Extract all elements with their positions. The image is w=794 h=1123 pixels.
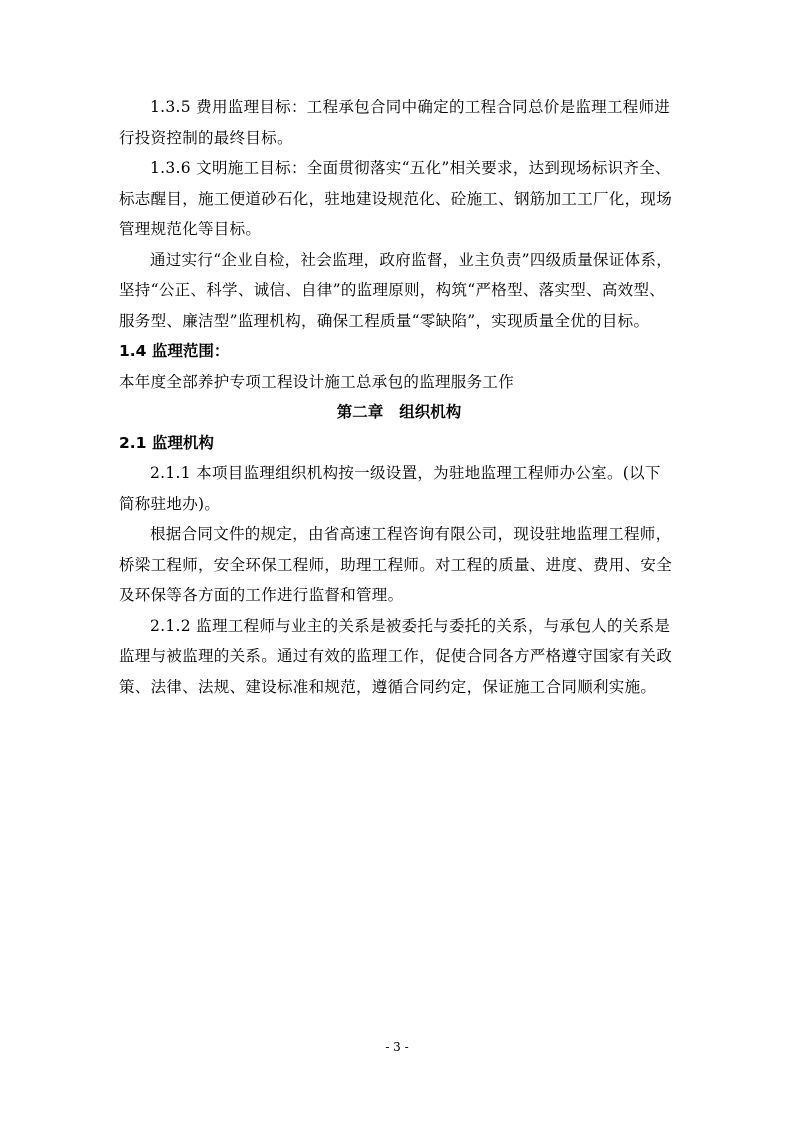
paragraph-relationships bbox=[119, 611, 679, 703]
paragraph-line: 管理规范化等目标。 bbox=[119, 220, 262, 238]
paragraph-organization-setup bbox=[119, 458, 679, 519]
paragraph-contract-staffing bbox=[119, 519, 679, 611]
paragraph-line: 及环保等各方面的工作进行监督和管理。 bbox=[119, 586, 404, 604]
paragraph-line: 服务型、廉洁型”监理机构，确保工程质量“零缺陷”，实现质量全优的目标。 bbox=[119, 311, 650, 330]
paragraph-line: 策、法律、法规、建设标准和规范，遵循合同约定，保证施工合同顺利实施。 bbox=[119, 677, 657, 696]
paragraph-line: 标志醒目，施工便道砂石化，驻地建设规范化、砼施工、钢筋加工工厂化，现场 bbox=[119, 189, 673, 208]
section-heading-1-4: 1.4 监理范围： bbox=[119, 342, 230, 360]
paragraph-quality-system bbox=[119, 245, 679, 337]
paragraph-line: 坚持“公正、科学、诚信、自律”的监理原则，构筑“严格型、落实型、高效型、 bbox=[119, 281, 666, 299]
chapter-name: 组织机构 bbox=[399, 403, 462, 421]
paragraph-line: 桥梁工程师，安全环保工程师，助理工程师。对工程的质量、进度、费用、安全 bbox=[119, 555, 673, 574]
paragraph-line: 1.3.6 文明施工目标：全面贯彻落实“五化”相关要求，达到现场标识齐全、 bbox=[150, 159, 671, 177]
section-heading-2-1: 2.1 监理机构 bbox=[119, 433, 214, 452]
paragraph-line: 简称驻地办)。 bbox=[119, 494, 221, 513]
paragraph-line: 2.1.1 本项目监理组织机构按一级设置，为驻地监理工程师办公室。(以下 bbox=[150, 464, 661, 482]
paragraph-civilized-construction bbox=[119, 153, 679, 245]
paragraph-line: 根据合同文件的规定，由省高速工程咨询有限公司，现设驻地监理工程师， bbox=[150, 525, 672, 543]
paragraph-line: 2.1.2 监理工程师与业主的关系是被委托与委托的关系，与承包人的关系是 bbox=[150, 616, 671, 635]
paragraph-line: 通过实行“企业自检，社会监理，政府监督，业主负责”四级质量保证体系， bbox=[150, 250, 673, 269]
paragraph-line: 1.3.5 费用监理目标：工程承包合同中确定的工程合同总价是监理工程师进 bbox=[150, 98, 671, 116]
paragraph-line: 监理与被监理的关系。通过有效的监理工作，促使合同各方严格遵守国家有关政 bbox=[119, 647, 673, 665]
chapter-number: 第二章 bbox=[336, 403, 384, 421]
chapter-title bbox=[119, 397, 679, 428]
page-number: - 3 - bbox=[385, 1040, 409, 1054]
paragraph-supervision-scope: 本年度全部养护专项工程设计施工总承包的监理服务工作 bbox=[119, 372, 515, 391]
paragraph-cost-objective bbox=[119, 92, 679, 153]
paragraph-line: 行投资控制的最终目标。 bbox=[119, 128, 293, 147]
document-page bbox=[119, 92, 679, 702]
